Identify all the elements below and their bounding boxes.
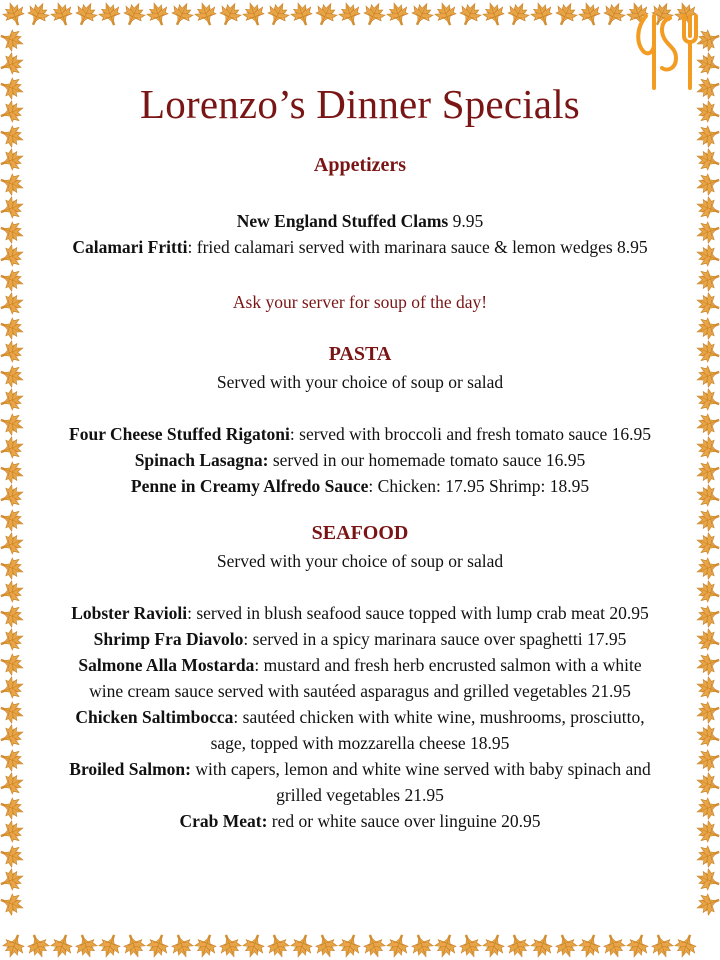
maple-leaf-icon [408,0,437,29]
maple-leaf-icon [600,932,628,960]
item-name: Penne in Creamy Alfredo Sauce [130,476,369,496]
maple-leaf-icon [408,932,436,960]
maple-leaf-icon [694,842,720,870]
maple-leaf-icon [694,650,720,678]
maple-leaf-icon [264,932,292,960]
maple-leaf-icon [0,578,26,606]
maple-leaf-icon [0,242,26,270]
menu-item [28,626,692,652]
maple-leaf-icon [528,0,556,28]
maple-leaf-icon [216,932,244,960]
maple-leaf-icon [24,0,53,29]
maple-leaf-icon [694,122,720,150]
maple-leaf-icon [240,0,268,28]
maple-leaf-icon [240,932,268,960]
maple-leaf-icon [0,0,28,28]
maple-leaf-icon [0,146,26,174]
item-name: Salmone Alla Mostarda [78,655,255,675]
maple-leaf-icon [694,170,720,198]
soup-note: Ask your server for soup of the day! [232,292,488,312]
maple-leaf-icon [0,890,26,918]
maple-leaf-icon [552,0,581,29]
maple-leaf-icon [120,932,148,960]
maple-leaf-icon [48,932,76,960]
maple-leaf-icon [528,932,556,960]
maple-leaf-icon [192,932,220,960]
maple-leaf-icon [694,266,720,294]
item-name: Lobster Ravioli [71,603,188,623]
maple-leaf-icon [0,290,26,318]
maple-leaf-icon [694,794,720,822]
maple-leaf-icon [288,0,316,28]
maple-leaf-icon [504,932,532,960]
maple-leaf-icon [0,722,26,750]
pasta-subtitle: Served with your choice of soup or salad [216,372,504,392]
seafood-heading: SEAFOOD [311,522,409,544]
maple-leaf-icon [694,578,720,606]
maple-leaf-icon [96,932,124,960]
maple-leaf-icon [0,458,26,486]
maple-leaf-icon [694,242,720,270]
maple-leaf-icon [0,266,26,294]
maple-leaf-icon [694,746,720,774]
menu-item [28,756,692,782]
maple-leaf-icon [72,0,101,29]
maple-leaf-icon [648,932,676,960]
menu-item [28,600,692,626]
item-name: New England Stuffed Clams [236,211,449,231]
maple-leaf-icon [0,74,26,102]
menu-item-continued: wine cream sauce served with sautéed asparagus and grilled vegetables 21.95 [89,681,631,701]
maple-leaf-icon [0,26,26,54]
maple-leaf-icon [694,722,720,750]
maple-leaf-icon [0,434,26,462]
menu-item [28,808,692,834]
maple-leaf-icon [694,890,720,918]
maple-leaf-icon [0,746,26,774]
maple-leaf-icon [694,290,720,318]
maple-leaf-icon [24,932,52,960]
menu-item-continued: grilled vegetables 21.95 [276,785,444,805]
maple-leaf-icon [432,0,460,28]
maple-leaf-icon [694,626,720,654]
maple-leaf-icon [694,434,720,462]
maple-leaf-icon [694,458,720,486]
maple-leaf-icon [0,386,26,414]
maple-leaf-icon [360,0,389,29]
menu-item [28,447,692,473]
maple-leaf-icon [72,932,100,960]
maple-leaf-icon [0,218,26,246]
maple-leaf-icon [694,386,720,414]
maple-leaf-icon [0,530,26,558]
item-name: Four Cheese Stuffed Rigatoni [69,424,290,444]
item-desc: 9.95 [448,211,484,231]
maple-leaf-icon [0,482,26,510]
menu-item [28,234,692,260]
maple-leaf-icon [0,362,26,390]
maple-leaf-icon [0,770,26,798]
maple-leaf-icon [694,98,720,126]
maple-leaf-icon [694,602,720,630]
maple-leaf-icon [288,932,316,960]
maple-leaf-icon [432,932,460,960]
maple-leaf-icon [0,932,28,960]
maple-leaf-icon [120,0,149,29]
menu-item [28,208,692,234]
maple-leaf-icon [312,932,340,960]
maple-leaf-icon [144,0,172,28]
maple-leaf-icon [0,674,26,702]
item-name: Calamari Fritti [72,237,188,257]
item-name: Shrimp Fra Diavolo [93,629,244,649]
item-desc: : mustard and fresh herb encrusted salmon with a white [254,655,642,675]
maple-leaf-icon [0,842,26,870]
maple-leaf-icon [168,0,197,29]
maple-leaf-icon [0,170,26,198]
maple-leaf-icon [456,932,484,960]
item-desc: : sautéed chicken with white wine, mushrooms, prosciutto, [233,707,645,727]
item-desc: : served in a spicy marinara sauce over spaghetti 17.95 [243,629,627,649]
maple-leaf-icon [0,794,26,822]
maple-leaf-icon [694,338,720,366]
maple-leaf-icon [576,932,604,960]
maple-leaf-icon [694,698,720,726]
item-name: Crab Meat: [179,811,268,831]
maple-leaf-icon [504,0,533,29]
maple-leaf-icon [0,650,26,678]
item-desc: : served in blush seafood sauce topped with lump crab meat 20.95 [187,603,649,623]
maple-leaf-icon [0,698,26,726]
maple-leaf-icon [0,338,26,366]
maple-leaf-icon [144,932,172,960]
item-name: Broiled Salmon: [69,759,191,779]
menu-item [28,704,692,730]
maple-leaf-icon [96,0,124,28]
maple-leaf-icon [694,674,720,702]
maple-leaf-icon [0,122,26,150]
maple-leaf-icon [360,932,388,960]
item-desc: served in our homemade tomato sauce 16.95 [268,450,586,470]
item-name: Chicken Saltimbocca [75,707,234,727]
maple-leaf-icon [694,530,720,558]
maple-leaf-icon [694,554,720,582]
item-desc: : Chicken: 17.95 Shrimp: 18.95 [368,476,590,496]
maple-leaf-icon [0,626,26,654]
maple-leaf-icon [694,146,720,174]
maple-leaf-icon [694,770,720,798]
maple-leaf-icon [694,866,720,894]
maple-leaf-icon [0,866,26,894]
maple-leaf-icon [694,410,720,438]
maple-leaf-icon [192,0,220,28]
maple-leaf-icon [0,50,26,78]
maple-leaf-icon [216,0,245,29]
maple-leaf-icon [0,98,26,126]
appetizers-heading: Appetizers [313,154,407,176]
menu-item-continued: sage, topped with mozzarella cheese 18.95 [210,733,510,753]
maple-leaf-icon [694,218,720,246]
item-desc: : fried calamari served with marinara sauce & lemon wedges 8.95 [187,237,648,257]
menu-item [28,421,692,447]
maple-leaf-icon [0,602,26,630]
maple-leaf-icon [694,314,720,342]
maple-leaf-icon [694,194,720,222]
maple-leaf-icon [480,932,508,960]
maple-leaf-icon [168,932,196,960]
pasta-heading: PASTA [328,343,392,365]
item-desc: : served with broccoli and fresh tomato sauce 16.95 [289,424,651,444]
maple-leaf-icon [336,932,364,960]
maple-leaf-icon [624,932,652,960]
maple-leaf-icon [552,932,580,960]
menu-item [28,473,692,499]
maple-leaf-icon [672,932,700,960]
maple-leaf-icon [336,0,364,28]
maple-leaf-icon [0,818,26,846]
maple-leaf-icon [264,0,293,29]
maple-leaf-icon [0,410,26,438]
maple-leaf-icon [0,506,26,534]
maple-leaf-icon [0,194,26,222]
maple-leaf-icon [480,0,508,28]
maple-leaf-icon [576,0,604,28]
maple-leaf-icon [384,0,412,28]
seafood-subtitle: Served with your choice of soup or salad [216,551,504,571]
maple-leaf-icon [312,0,341,29]
menu-item [28,652,692,678]
maple-leaf-icon [600,0,629,29]
maple-leaf-icon [48,0,76,28]
maple-leaf-icon [0,554,26,582]
maple-leaf-icon [694,818,720,846]
maple-leaf-icon [456,0,485,29]
maple-leaf-icon [384,932,412,960]
item-desc: with capers, lemon and white wine served with baby spinach and [190,759,651,779]
maple-leaf-icon [694,362,720,390]
maple-leaf-icon [694,482,720,510]
item-name: Spinach Lasagna: [134,450,269,470]
maple-leaf-icon [0,314,26,342]
maple-leaf-icon [694,506,720,534]
page-title: Lorenzo’s Dinner Specials [140,81,580,127]
item-desc: red or white sauce over linguine 20.95 [267,811,541,831]
